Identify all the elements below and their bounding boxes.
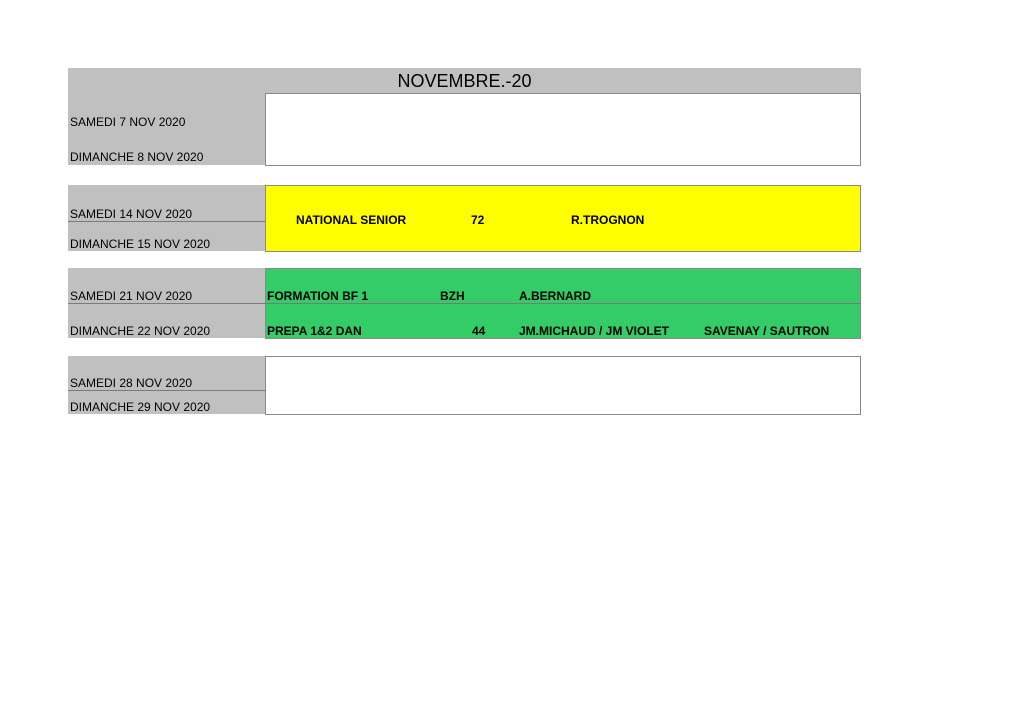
- week-2-sunday-label: DIMANCHE 15 NOV 2020: [70, 237, 211, 251]
- week-4-divider: [68, 390, 265, 391]
- week-2-event-name: NATIONAL SENIOR: [296, 213, 407, 227]
- week-1-sunday-label: DIMANCHE 8 NOV 2020: [70, 150, 204, 164]
- week-4-sunday-label: DIMANCHE 29 NOV 2020: [70, 400, 211, 414]
- month-title-bar: [68, 68, 861, 93]
- week-2-event-code: 72: [471, 213, 485, 227]
- week-3-sun-event-code: 44: [472, 324, 486, 338]
- week-3-sunday-label: DIMANCHE 22 NOV 2020: [70, 324, 211, 338]
- week-3-sun-event-person: JM.MICHAUD / JM VIOLET: [519, 324, 670, 338]
- week-3-sat-event-code: BZH: [440, 289, 465, 303]
- week-1-event-panel: [265, 93, 861, 166]
- month-title: NOVEMBRE.-20: [397, 71, 532, 91]
- week-2-divider: [68, 221, 265, 222]
- week-3-sun-event-name: PREPA 1&2 DAN: [267, 324, 362, 338]
- week-4-saturday-label: SAMEDI 28 NOV 2020: [70, 376, 193, 390]
- week-4-event-panel: [265, 356, 861, 415]
- week-1-saturday-label: SAMEDI 7 NOV 2020: [70, 115, 186, 129]
- week-2-saturday-label: SAMEDI 14 NOV 2020: [70, 207, 193, 221]
- week-3-sat-event-name: FORMATION BF 1: [267, 289, 369, 303]
- week-3-divider: [68, 303, 861, 304]
- week-2-event-person: R.TROGNON: [571, 213, 645, 227]
- week-3-sat-event-person: A.BERNARD: [519, 289, 591, 303]
- week-3-sun-event-place: SAVENAY / SAUTRON: [704, 324, 830, 338]
- week-3-saturday-label: SAMEDI 21 NOV 2020: [70, 289, 193, 303]
